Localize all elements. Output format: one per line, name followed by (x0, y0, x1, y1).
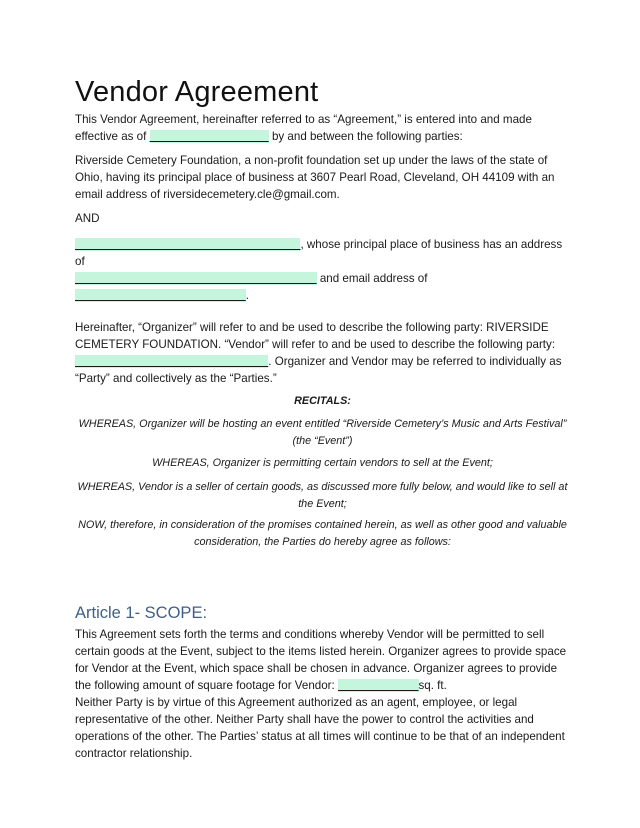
intro-paragraph (75, 111, 570, 145)
recitals-heading: RECITALS: (294, 395, 351, 407)
vendor-name-field[interactable] (75, 238, 300, 251)
vendor-email-field[interactable] (75, 289, 246, 302)
square-footage-field[interactable] (338, 679, 419, 692)
article1-text-b: sq. ft. (418, 679, 447, 692)
party2-text-b: and email address of (316, 272, 428, 285)
vendor-party-field[interactable] (75, 355, 268, 368)
article1-paragraph-2: Neither Party is by virtue of this Agreement authorized as an agent, employee, or legal representative of the other. Neither Party shall have the power to control the activities and operations of the other. The Parties’ status at all times will continue to be that of an independent contractor relationship. (75, 696, 565, 760)
article1-text-a: This Agreement sets forth the terms and conditions whereby Vendor will be permitted to sell certain goods at the Event, subject to the items listed herein. Organizer agrees to provide space for Vendor at the Event, which space shall be chosen in advance. Organizer agrees to provide the following amount of square footage for Vendor: (75, 628, 567, 692)
recital-item: WHEREAS, Organizer will be hosting an event entitled “Riverside Cemetery’s Music and Arts Festival” (the “Event”) (78, 418, 567, 447)
party2-text-a: , whose principal place of business has an address of (75, 238, 563, 268)
definitions-text-a: Hereinafter, “Organizer” will refer to and be used to describe the following party: RIVERSIDE CEMETERY FOUNDATION. “Vendor” will refer to and be used to describe the following party: (75, 321, 556, 351)
definitions-text-b: . Organizer and Vendor may be referred to individually as “Party” and collectively as the “Parties.” (75, 355, 562, 385)
recital-item: WHEREAS, Vendor is a seller of certain goods, as discussed more fully below, and would like to sell at the Event; (77, 481, 568, 510)
party2-text-c: . (245, 289, 249, 302)
recital-item: NOW, therefore, in consideration of the promises contained herein, as well as other good and valuable consideration, the Parties do hereby agree as follows: (78, 519, 567, 548)
intro-text-a: This Vendor Agreement, hereinafter referred to as “Agreement,” is entered into and made effective as of (75, 113, 532, 143)
definitions-paragraph (75, 319, 570, 387)
article1-paragraph-1 (75, 626, 570, 694)
effective-date-field[interactable] (150, 130, 269, 143)
intro-text-b: by and between the following parties: (268, 130, 463, 143)
party1-paragraph: Riverside Cemetery Foundation, a non-profit foundation set up under the laws of the state of Ohio, having its principal place of business at 3607 Pearl Road, Cleveland, OH 44109 with an email address of riversidecemetery.cle@gmail.com. (75, 154, 555, 201)
recital-item: WHEREAS, Organizer is permitting certain vendors to sell at the Event; (152, 457, 493, 469)
and-label: AND (75, 212, 100, 225)
article1-heading: Article 1- SCOPE: (75, 604, 208, 622)
party2-paragraph (75, 236, 570, 304)
vendor-address-field[interactable] (75, 272, 317, 285)
document-title: Vendor Agreement (75, 76, 319, 108)
